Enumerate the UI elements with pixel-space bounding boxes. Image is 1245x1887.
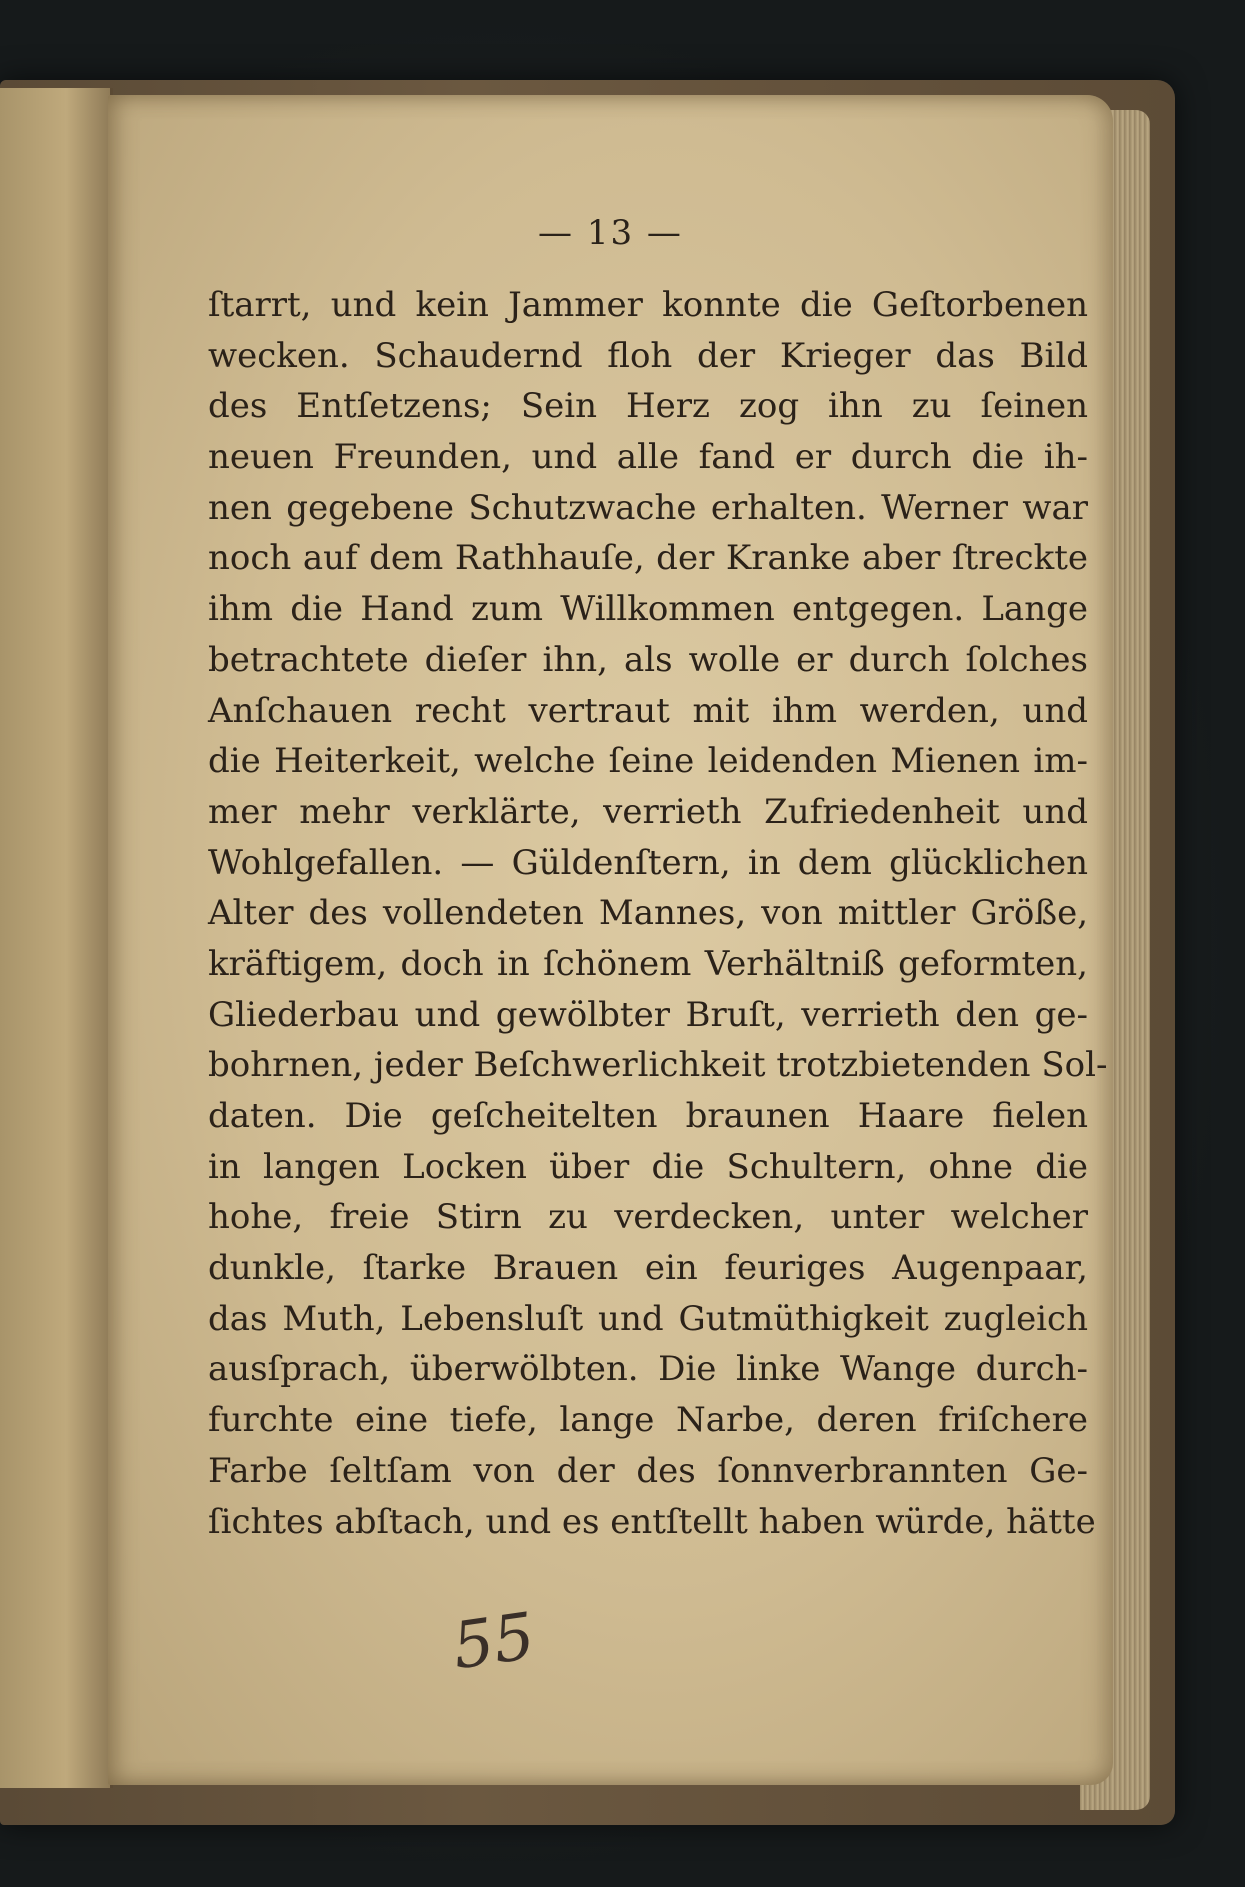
- text-line: wecken. Schaudernd floh der Krieger das Bild: [208, 335, 1088, 376]
- text-line: noch auf dem Rathhauſe, der Kranke aber ſtreckte: [208, 538, 1088, 579]
- text-line: Farbe ſeltſam von der des ſonnverbrannten Ge-: [208, 1450, 1088, 1491]
- text-line: ſtarrt, und kein Jammer konnte die Geſtorbenen: [208, 285, 1088, 325]
- text-line: neuen Freunden, und alle fand er durch die ih-: [208, 437, 1088, 478]
- book-page: [108, 95, 1113, 1785]
- text-line: die Heiterkeit, welche ſeine leidenden Mienen im-: [208, 741, 1088, 782]
- text-line: furchte eine tiefe, lange Narbe, deren friſchere: [208, 1400, 1088, 1441]
- text-line: Gliederbau und gewölbter Bruſt, verrieth den ge-: [208, 994, 1088, 1035]
- text-line: ausſprach, überwölbten. Die linke Wange durch-: [208, 1349, 1088, 1390]
- text-line: kräftigem, doch in ſchönem Verhältniß geformten,: [208, 943, 1088, 984]
- text-line: bohrnen, jeder Beſchwerlichkeit trotzbietenden Sol-: [208, 1045, 1108, 1086]
- text-line: betrachtete dieſer ihn, als wolle er durch ſolches: [208, 639, 1088, 680]
- text-line: Wohlgefallen. — Güldenſtern, in dem glücklichen: [208, 842, 1088, 883]
- text-line: ihm die Hand zum Willkommen entgegen. Lange: [208, 589, 1088, 630]
- text-line: ſichtes abſtach, und es entſtellt haben würde, hätte: [208, 1501, 1096, 1542]
- text-line: nen gegebene Schutzwache erhalten. Werner war: [208, 487, 1088, 528]
- text-line: Anſchauen recht vertraut mit ihm werden, und: [208, 690, 1088, 731]
- handwritten-note: 55: [448, 1599, 540, 1685]
- text-line: Alter des vollendeten Mannes, von mittler Größe,: [208, 893, 1088, 934]
- text-line: hohe, freie Stirn zu verdecken, unter welcher: [208, 1197, 1088, 1238]
- page-number: — 13 —: [538, 213, 683, 253]
- text-line: in langen Locken über die Schultern, ohne die: [208, 1146, 1088, 1187]
- left-page-fragment: [0, 88, 113, 1788]
- text-line: daten. Die geſcheitelten braunen Haare fielen: [208, 1096, 1088, 1136]
- text-line: dunkle, ſtarke Brauen ein feuriges Augenpaar,: [208, 1248, 1088, 1289]
- text-line: mer mehr verklärte, verrieth Zufriedenheit und: [208, 791, 1088, 832]
- body-text: [208, 280, 1108, 1547]
- text-line: des Entſetzens; Sein Herz zog ihn zu ſeinen: [208, 386, 1088, 427]
- text-line: das Muth, Lebensluſt und Gutmüthigkeit zugleich: [208, 1298, 1088, 1339]
